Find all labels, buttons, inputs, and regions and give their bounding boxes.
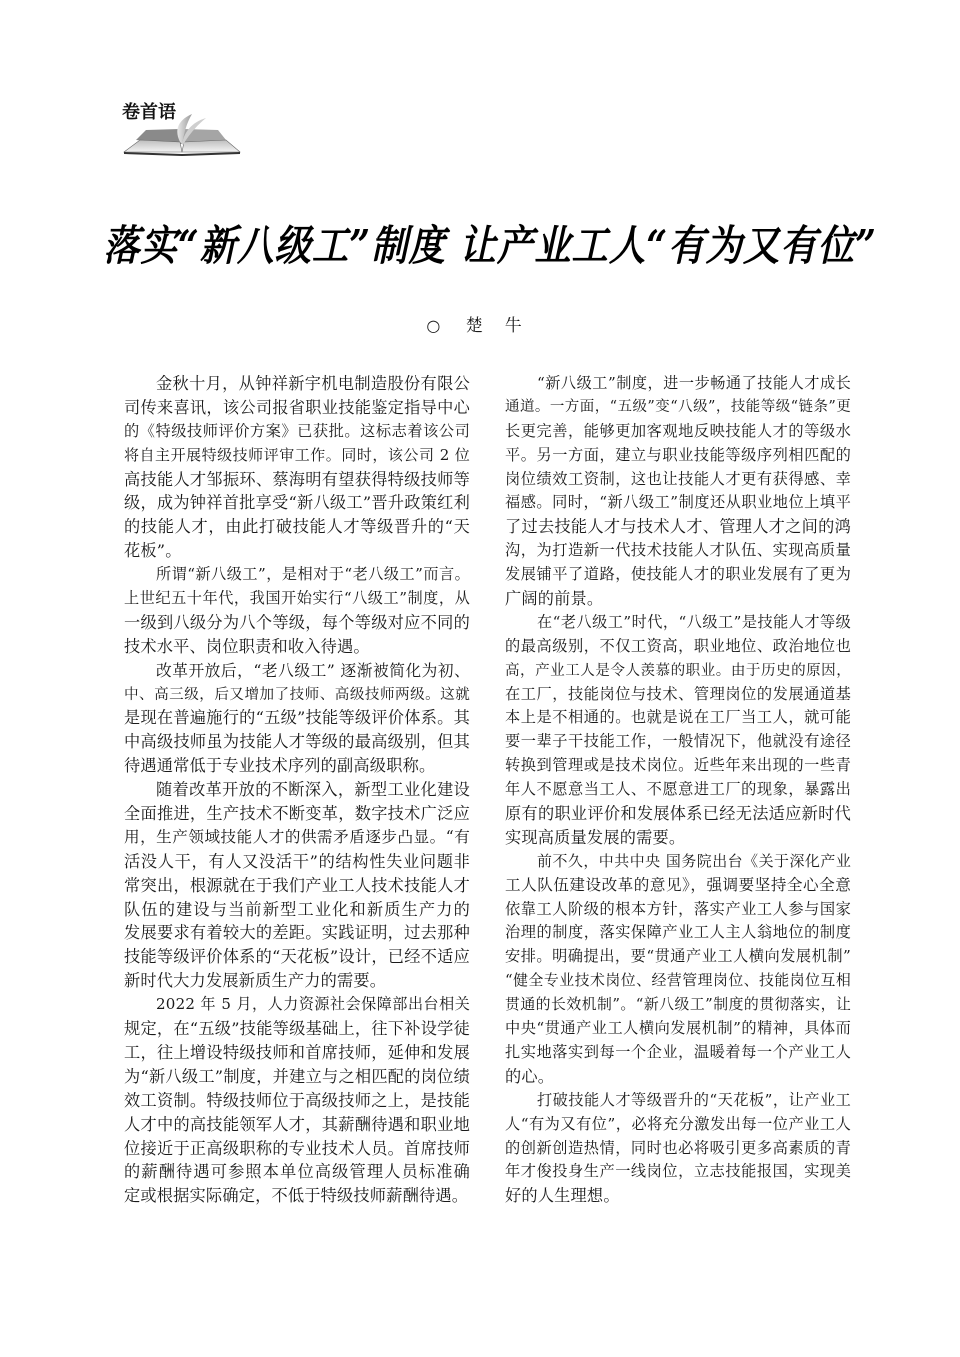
text-line: 将自主开展特级技师评审工作。同时，该公司 2 位 [124,445,470,464]
paragraph [505,1089,851,1208]
text-line: 位接近于正高级职称的专业技术人员。首席技师 [124,1138,470,1158]
text-line: 工人队伍建设改革的意见》，强调要坚持全心全意 [505,875,851,894]
author-name [456,316,534,336]
text-line: 高，产业工人是令人羡慕的职业。由于历史的原因， [505,661,851,679]
author-circle-symbol: ○ [426,316,443,335]
text-line: 2022 年 5 月，人力资源社会保障部出台相关 [156,995,470,1014]
text-line: 中、高三级，后又增加了技师、高级技师两级。这就 [124,685,470,703]
text-line: 岗位绩效工资制，这也让技能人才更有获得感、幸 [505,469,851,488]
text-line: 定或根据实际确定，不低于特级技师薪酬待遇。 [124,1186,469,1206]
text-line: 的《特级技师评价方案》已获批。这标志着该公司 [124,421,470,440]
right-column [505,372,851,1208]
text-line: 要一辈子干技能工作，一般情况下，他就没有途径 [505,732,851,751]
text-line: 平。另一方面，建立与职业技能等级序列相匹配的 [505,445,851,464]
text-line: 依靠工人阶级的根本方针，落实产业工人参与国家 [505,899,851,918]
paragraph [124,372,470,563]
text-line: 贯通的长效机制”。“新八级工”制度的贯彻落实，让 [505,995,851,1014]
open-book-icon [122,112,242,156]
text-line: 效工资制。特级技师位于高级技师之上，是技能 [124,1090,470,1110]
text-line: 安排。明确提出，要“贯通产业工人横向发展机制” [505,947,851,966]
text-line: 所谓“新八级工”，是相对于“老八级工”而言。 [156,565,470,584]
text-line: 新时代大力发展新质生产力的需要。 [124,971,387,991]
text-line: 发展要求有着较大的差距。实践证明，过去那种 [124,923,470,943]
text-line: 用，生产领域技能人才的供需矛盾逐步凸显。“有 [124,827,470,846]
text-line: 沟，为打造新一代技术技能人才队伍、实现高质量 [505,541,851,560]
text-line: 人“有为又有位”，必将充分激发出每一位产业工人 [505,1114,851,1133]
paragraph [505,611,851,850]
text-line: 规定，在“五级”技能等级基础上，往下补设学徒 [124,1019,470,1039]
text-line: 司传来喜讯，该公司报省职业技能鉴定指导中心 [124,397,470,417]
text-line: 技能等级评价体系的“天花板”设计，已经不适应 [124,947,470,967]
text-line: 了过去技能人才与技术人才、管理人才之间的鸿 [505,517,851,537]
text-line: 广阔的前景。 [505,589,604,609]
text-line: 治理的制度，落实保障产业工人主人翁地位的制度 [505,923,851,942]
text-line: 的薪酬待遇可参照本单位高级管理人员标准确 [124,1162,470,1182]
text-line: 的创新创造热情，同时也必将吸引更多高素质的青 [505,1138,851,1157]
section-label: 卷首语 [122,102,176,123]
text-line: 待遇通常低于专业技术序列的副高级职称。 [124,756,436,776]
text-line: 常突出，根源就在于我们产业工人技术技能人才 [124,875,470,895]
paragraph [124,778,470,993]
text-line: “新八级工”制度，进一步畅通了技能人才成长 [537,374,851,392]
text-line: “健全专业技术岗位、经营管理岗位、技能岗位互相 [505,971,851,990]
author-name-char: 牛 [504,316,524,336]
text-line: 原有的职业评价和发展体系已经无法适应新时代 [505,804,851,824]
text-line: 改革开放后，“老八级工” 逐渐被简化为初、 [156,660,470,680]
paragraph [505,850,851,1089]
text-line: 级，成为钟祥首批享受“新八级工”晋升政策红利 [124,493,470,513]
article-title: 落实“新八级工”制度 让产业工人“有为又有位” [103,220,877,271]
author-name-char: 楚 [465,316,485,336]
text-line: 通道。一方面，“五级”变“八级”，技能等级“链条”更 [505,398,851,415]
text-line: 中高级技师虽为技能人才等级的最高级别，但其 [124,732,470,752]
text-line: 全面推进，生产技术不断变革，数字技术广泛应 [124,804,470,824]
paragraph [124,993,470,1208]
text-line: 好的人生理想。 [505,1186,620,1206]
text-line: 在工厂，技能岗位与技术、管理岗位的发展通道基 [505,684,851,703]
text-line: 队伍的建设与当前新型工业化和新质生产力的 [124,899,470,919]
text-line: 扎实地落实到每一个企业，温暖着每一个产业工人 [505,1042,851,1061]
text-line: 打破技能人才等级晋升的“天花板”，让产业工 [537,1090,851,1109]
text-line: 花板”。 [124,541,182,561]
paragraph [505,372,851,611]
left-column [124,372,470,1208]
text-line: 的心。 [505,1066,555,1086]
text-line: 实现高质量发展的需要。 [505,827,686,847]
text-line: 活没人干，有人又没活干”的结构性失业问题非 [124,851,470,871]
text-line: 前不久，中共中央 国务院出台《关于深化产业 [537,851,851,870]
text-line: 是现在普遍施行的“五级”技能等级评价体系。其 [124,708,470,728]
text-line: 工，往上增设特级技师和首席技师，延伸和发展 [124,1042,470,1062]
text-line: 的技能人才，由此打破技能人才等级晋升的“天 [124,517,470,537]
text-line: 年才俊投身生产一线岗位，立志技能报国，实现美 [505,1162,851,1181]
paragraph [124,659,470,778]
text-line: 金秋十月，从钟祥新宇机电制造股份有限公 [156,374,470,393]
text-line: 长更完善，能够更加客观地反映技能人才的等级水 [505,421,851,440]
text-line: 本上是不相通的。也就是说在工厂当工人，就可能 [505,708,851,727]
text-line: 人才中的高技能领军人才，其薪酬待遇和职业地 [124,1114,470,1134]
text-line: 发展铺平了道路，使技能人才的职业发展有了更为 [505,565,851,584]
text-line: 技术水平、岗位职责和收入待遇。 [124,636,370,656]
text-line: 一级到八级分为八个等级，每个等级对应不同的 [124,612,470,632]
text-line: 为“新八级工”制度，并建立与之相匹配的岗位绩 [124,1066,470,1086]
author-byline [0,311,960,336]
text-line: 中央“贯通产业工人横向发展机制”的精神，具体而 [505,1019,851,1038]
text-line: 的最高级别，不仅工资高，职业地位、政治地位也 [505,636,851,655]
text-line: 转换到管理或是技术岗位。近些年来出现的一些青 [505,756,851,775]
text-line: 上世纪五十年代，我国开始实行“八级工”制度，从 [124,589,470,608]
paragraph [124,563,470,659]
text-line: 高技能人才邹振环、蔡海明有望获得特级技师等 [124,469,470,489]
text-line: 福感。同时，“新八级工”制度还从职业地位上填平 [505,493,851,512]
text-line: 随着改革开放的不断深入，新型工业化建设 [156,780,470,800]
text-line: 在“老八级工”时代，“八级工”是技能人才等级 [537,612,851,631]
text-line: 年人不愿意当工人、不愿意进工厂的现象，暴露出 [505,780,851,799]
